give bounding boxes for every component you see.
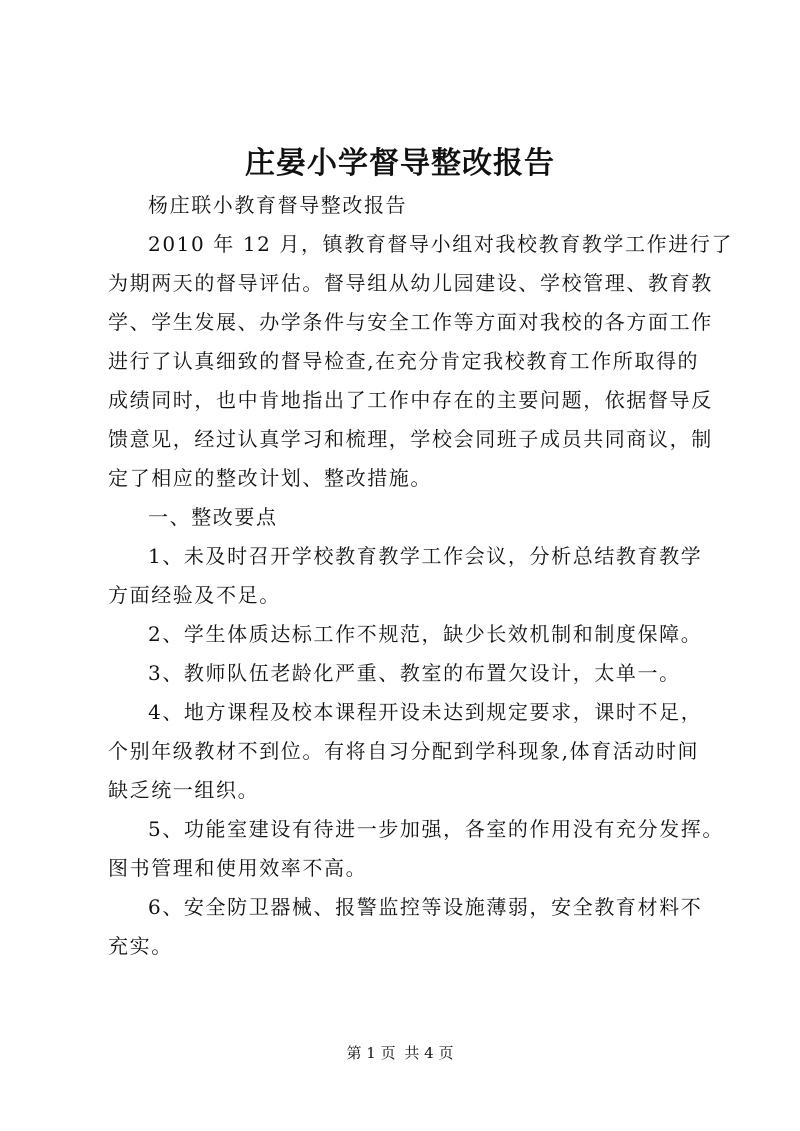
text-line: 个别年级教材不到位。有将自习分配到学科现象,体育活动时间 [108, 739, 700, 763]
text-line: 4、地方课程及校本课程开设未达到规定要求，课时不足， [148, 700, 703, 724]
text-line: 定了相应的整改计划、整改措施。 [108, 466, 432, 490]
text-line: 馈意见，经过认真学习和梳理，学校会同班子成员共同商议，制 [108, 427, 713, 451]
page-number: 第 1 页 [346, 1044, 396, 1062]
page-title: 庄晏小学督导整改报告 [245, 146, 555, 181]
text-line: 一、整改要点 [148, 505, 278, 529]
text-line: 1、未及时召开学校教育教学工作会议，分析总结教育教学 [148, 544, 703, 568]
text-line: 3、教师队伍老龄化严重、教室的布置欠设计，太单一。 [148, 661, 681, 685]
list-item [108, 888, 708, 966]
text-line: 2010 年 12 月，镇教育督导小组对我校教育教学工作进行了 [148, 232, 734, 256]
paragraph-subtitle [108, 186, 708, 225]
text-line: 为期两天的督导评估。督导组从幼儿园建设、学校管理、教育教 [108, 271, 713, 295]
text-line: 学、学生发展、办学条件与安全工作等方面对我校的各方面工作 [108, 310, 713, 334]
list-item [108, 615, 708, 654]
section-heading [108, 498, 708, 537]
text-line: 方面经验及不足。 [108, 583, 281, 607]
text-line: 杨庄联小教育督导整改报告 [148, 193, 408, 217]
page-footer [0, 1042, 800, 1064]
paragraph-intro [108, 225, 734, 498]
text-line: 图书管理和使用效率不高。 [108, 856, 368, 880]
list-item [108, 810, 724, 888]
total-pages: 共 4 页 [404, 1044, 454, 1062]
text-line: 6、安全防卫器械、报警监控等设施薄弱，安全教育材料不 [148, 895, 703, 919]
text-line: 进行了认真细致的督导检查,在充分肯定我校教育工作所取得的 [108, 349, 700, 373]
text-line: 缺乏统一组织。 [108, 778, 260, 802]
text-line: 2、学生体质达标工作不规范，缺少长效机制和制度保障。 [148, 622, 703, 646]
text-line: 5、功能室建设有待进一步加强，各室的作用没有充分发挥。 [148, 817, 724, 841]
list-item [108, 537, 708, 615]
list-item [108, 654, 708, 693]
text-line: 成绩同时，也中肯地指出了工作中存在的主要问题，依据督导反 [108, 388, 713, 412]
list-item [108, 693, 708, 810]
text-line: 充实。 [108, 934, 173, 958]
document-body [108, 186, 734, 966]
